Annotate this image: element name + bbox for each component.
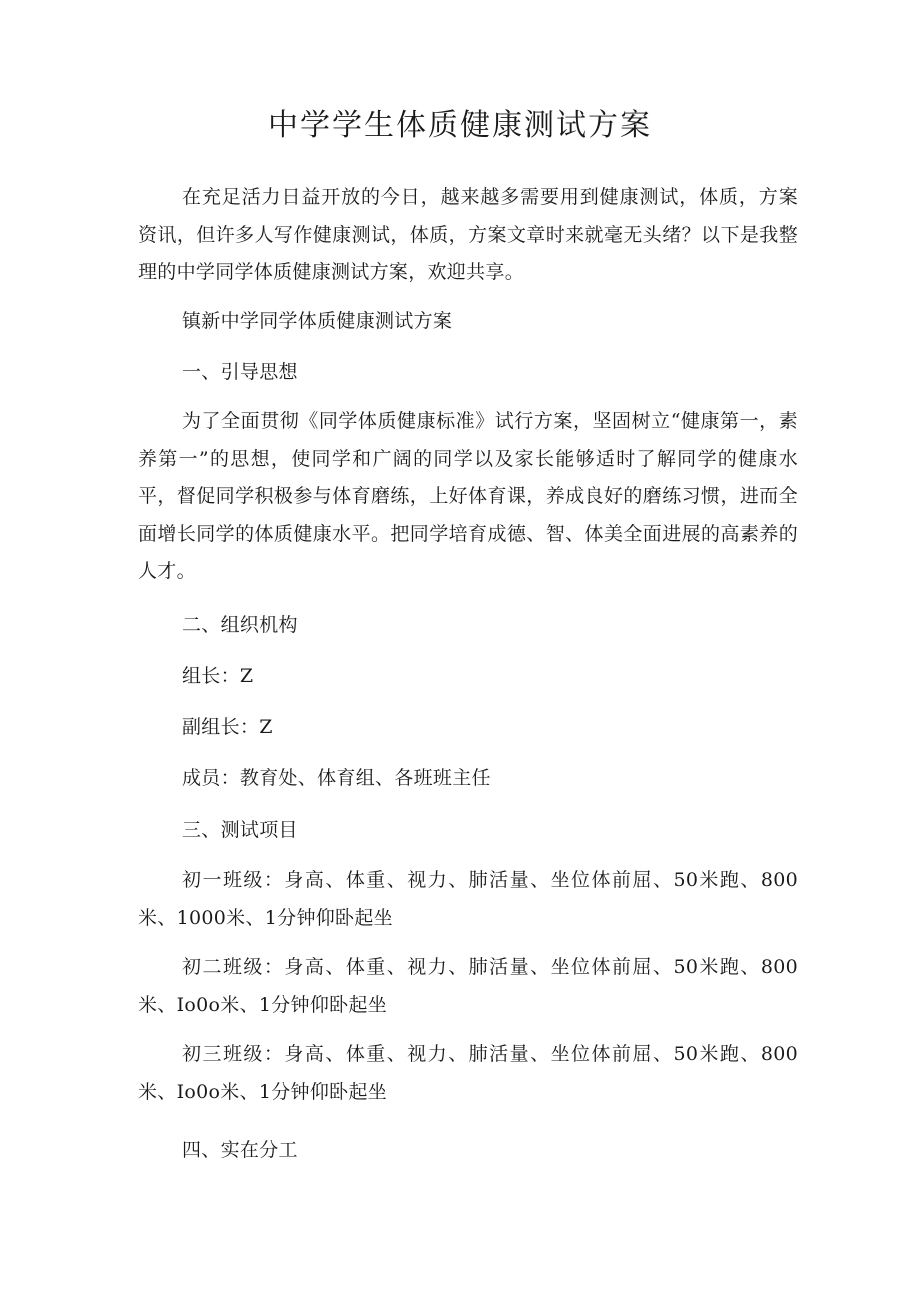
section-heading-guiding-thought: 一、引导思想	[182, 361, 298, 383]
group-leader: 组长：Z	[182, 665, 254, 687]
grade-3-items: 初三班级：身高、体重、视力、肺活量、坐位体前屈、50米跑、800米、Io0o米、1分钟仰卧起坐	[138, 1043, 798, 1103]
plan-name: 镇新中学同学体质健康测试方案	[182, 310, 453, 332]
section-heading-organization: 二、组织机构	[182, 614, 298, 636]
deputy-leader: 副组长：Z	[182, 716, 273, 738]
grade-1-items: 初一班级：身高、体重、视力、肺活量、坐位体前屈、50米跑、800米、1000米、1分钟仰卧起坐	[138, 869, 798, 929]
section-heading-test-items: 三、测试项目	[182, 819, 298, 841]
intro-paragraph: 在充足活力日益开放的今日，越来越多需要用到健康测试，体质，方案资讯，但许多人写作健康测试，体质，方案文章时来就毫无头绪？以下是我整理的中学同学体质健康测试方案，欢迎共享。	[138, 186, 798, 283]
grade-2-items: 初二班级：身高、体重、视力、肺活量、坐位体前屈、50米跑、800米、Io0o米、1分钟仰卧起坐	[138, 956, 798, 1016]
section-heading-division-of-work: 四、实在分工	[182, 1139, 298, 1161]
members: 成员：教育处、体育组、各班班主任	[182, 767, 491, 789]
document-title: 中学学生体质健康测试方案	[268, 108, 652, 143]
guiding-thought-paragraph: 为了全面贯彻《同学体质健康标准》试行方案，坚固树立“健康第一，素养第一”的思想，使同学和广阔的同学以及家长能够适时了解同学的健康水平，督促同学积极参与体育磨练，上好体育课，养成良好的磨练习惯，进而全面增长同学的体质健康水平。把同学培育成德、智、体美全面进展的高素养的人才。	[138, 410, 798, 582]
